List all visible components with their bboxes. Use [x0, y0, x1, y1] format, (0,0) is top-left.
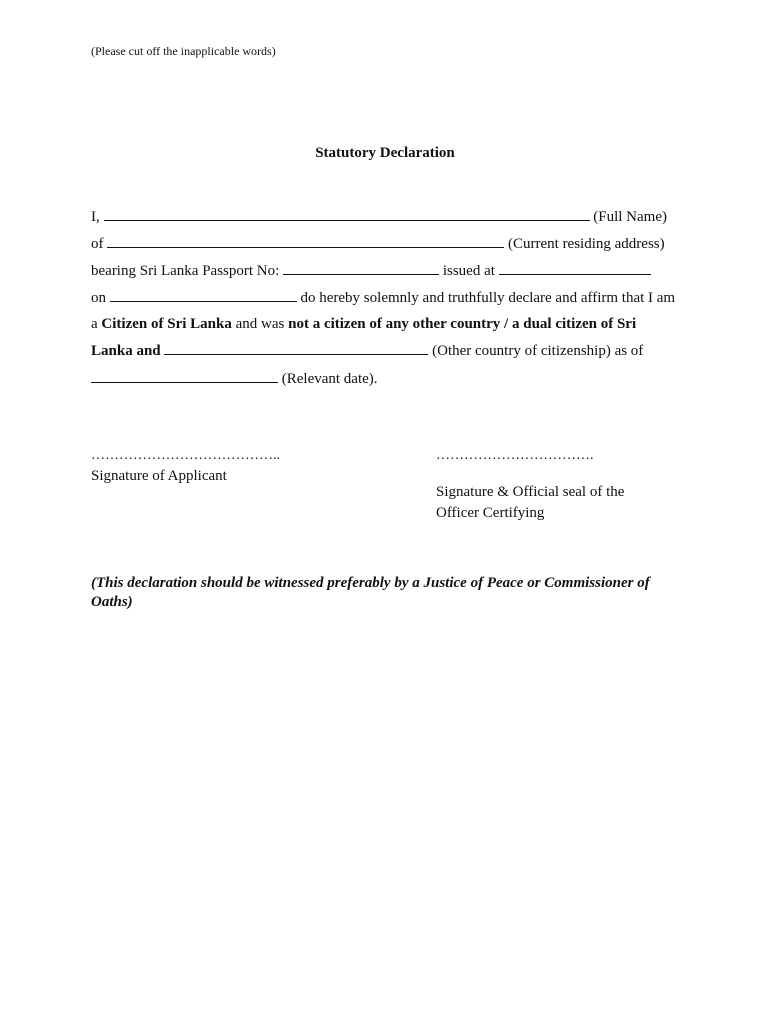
citizenship-part3: and was	[235, 316, 285, 332]
lanka-and-text: Lanka and	[91, 343, 161, 359]
officer-signature-label-line2: Officer Certifying	[436, 505, 545, 521]
declaration-text: do hereby solemnly and truthfully declare and affirm that I am	[300, 290, 676, 306]
instruction-note: (Please cut off the inapplicable words)	[91, 44, 276, 58]
other-country-field[interactable]	[164, 341, 428, 355]
officer-signature-field[interactable]: …………………………….	[436, 448, 594, 463]
full-name-field[interactable]	[104, 207, 590, 221]
address-line	[91, 234, 665, 253]
citizenship-part1: a	[91, 316, 98, 332]
full-name-prefix: I,	[91, 209, 100, 225]
other-country-line	[91, 341, 643, 360]
citizen-of-sri-lanka-text: Citizen of Sri Lanka	[101, 316, 232, 332]
witness-footnote: (This declaration should be witnessed preferably by a Justice of Peace or Commissioner of Oaths)	[91, 575, 650, 610]
address-prefix: of	[91, 236, 104, 252]
issued-at-label: issued at	[442, 263, 495, 279]
passport-number-field[interactable]	[283, 261, 439, 275]
passport-line	[91, 261, 651, 280]
issue-date-field[interactable]	[110, 288, 297, 302]
relevant-date-label: (Relevant date).	[281, 371, 378, 387]
full-name-line	[91, 207, 667, 226]
officer-signature-label-line1: Signature & Official seal of the	[436, 484, 625, 500]
full-name-label: (Full Name)	[593, 209, 667, 225]
passport-prefix: bearing Sri Lanka Passport No:	[91, 263, 280, 279]
other-country-label: (Other country of citizenship) as of	[432, 343, 644, 359]
relevant-date-line	[91, 369, 378, 388]
issue-date-prefix: on	[91, 290, 106, 306]
issue-date-line	[91, 288, 675, 307]
address-label: (Current residing address)	[508, 236, 665, 252]
page-title: Statutory Declaration	[315, 145, 455, 161]
applicant-signature-field[interactable]: …………………………………..	[91, 448, 280, 463]
dual-citizen-text: not a citizen of any other country / a dual citizen of Sri	[288, 316, 637, 332]
citizenship-line	[91, 315, 636, 333]
address-field[interactable]	[107, 234, 504, 248]
issued-at-field[interactable]	[499, 261, 651, 275]
relevant-date-field[interactable]	[91, 369, 278, 383]
applicant-signature-label: Signature of Applicant	[91, 468, 227, 484]
